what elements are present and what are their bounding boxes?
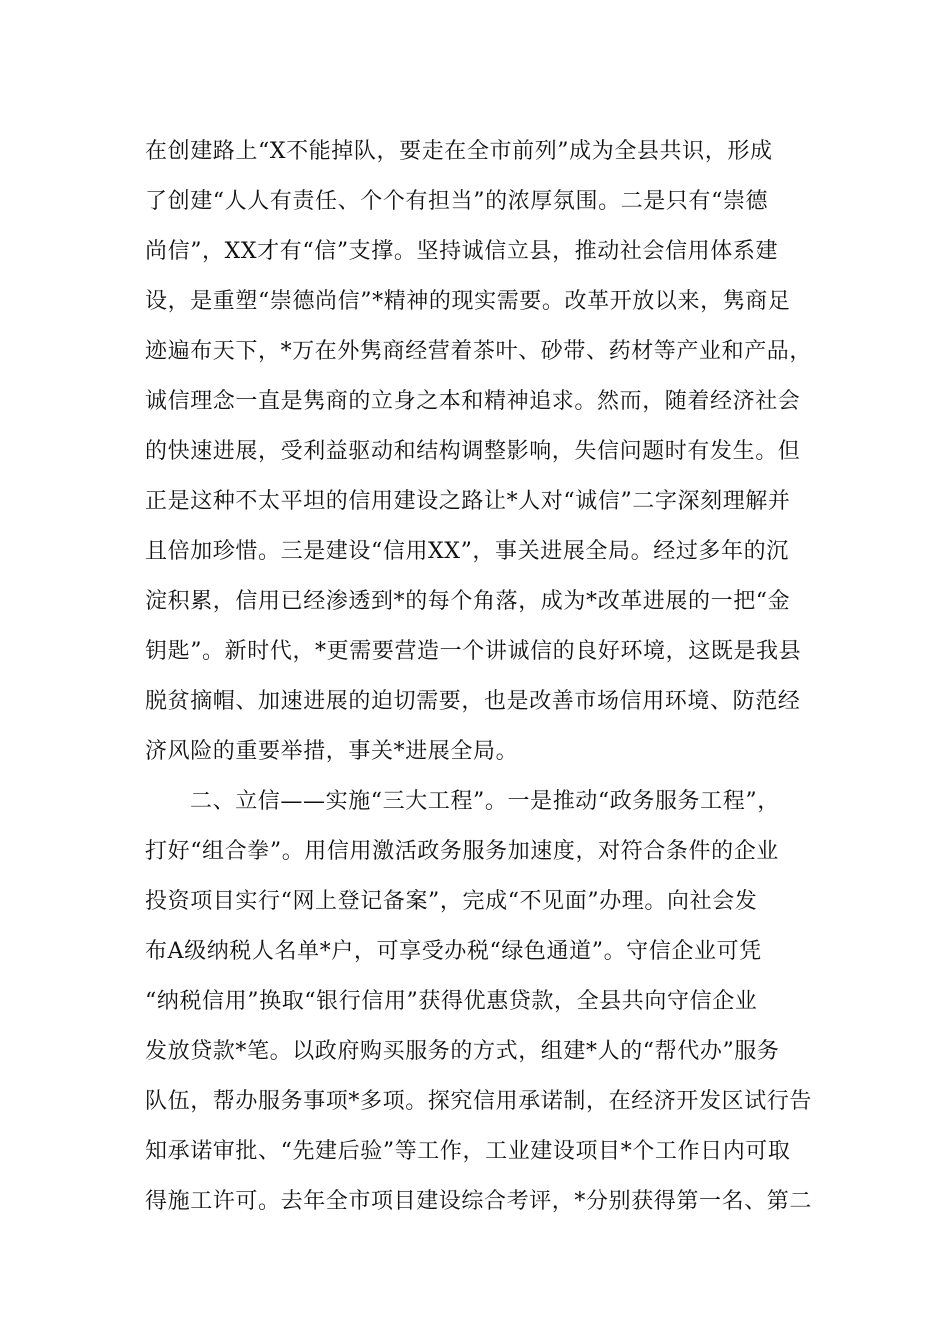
text-line: 诚信理念一直是隽商的立身之本和精神追求。然而，随着经济社会	[145, 389, 801, 414]
text-line: 淀积累，信用已经渗透到*的每个角落，成为*改革进展的一把“金	[145, 589, 791, 614]
text-line: 队伍，帮办服务事项*多项。探究信用承诺制，在经济开发区试行告	[145, 1089, 813, 1114]
text-line: 迹遍布天下，*万在外隽商经营着茶叶、砂带、药材等产业和产品，	[145, 339, 813, 364]
text-line: 发放贷款*笔。以政府购买服务的方式，组建*人的“帮代办”服务	[145, 1039, 780, 1064]
text-line: 脱贫摘帽、加速进展的迫切需要，也是改善市场信用环境、防范经	[145, 689, 801, 714]
text-line: 设，是重塑“崇德尚信”*精神的现实需要。改革开放以来，隽商足	[145, 289, 791, 314]
paragraph-first-line: 二、立信——实施“三大工程”。一是推动“政务服务工程”，	[190, 789, 780, 814]
text-line: 打好“组合拳”。用信用激活政务服务加速度，对符合条件的企业	[145, 839, 779, 864]
text-line: 钥匙”。新时代，*更需要营造一个讲诚信的良好环境，这既是我县	[145, 639, 802, 664]
text-line: 济风险的重要举措，事关*进展全局。	[145, 739, 519, 764]
text-line: 且倍加珍惜。三是建设“信用XX”，事关进展全局。经过多年的沉	[145, 539, 789, 564]
text-line: 正是这种不太平坦的信用建设之路让*人对“诚信”二字深刻理解并	[145, 489, 791, 514]
text-line: 尚信”，XX才有“信”支撑。坚持诚信立县，推动社会信用体系建	[145, 239, 779, 264]
text-line: 布A级纳税人名单*户，可享受办税“绿色通道”。守信企业可凭	[145, 939, 762, 964]
text-line: 在创建路上“X不能掉队，要走在全市前列”成为全县共识，形成	[145, 139, 773, 164]
text-line: “纳税信用”换取“银行信用”获得优惠贷款，全县共向守信企业	[145, 989, 758, 1014]
text-line: 得施工许可。去年全市项目建设综合考评，*分别获得第一名、第二	[145, 1189, 813, 1214]
text-line: 投资项目实行“网上登记备案”，完成“不见面”办理。向社会发	[145, 889, 758, 914]
text-line: 了创建“人人有责任、个个有担当”的浓厚氛围。二是只有“崇德	[145, 189, 769, 214]
text-line: 知承诺审批、“先建后验”等工作，工业建设项目*个工作日内可取	[145, 1139, 791, 1164]
text-line: 的快速进展，受利益驱动和结构调整影响，失信问题时有发生。但	[145, 439, 801, 464]
